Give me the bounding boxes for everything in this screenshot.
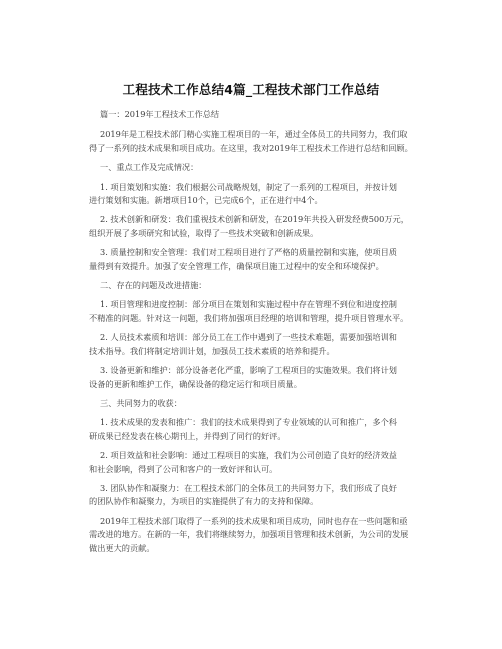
paragraph-conclusion [89,515,417,555]
text-line: 2019年工程技术部门取得了一系列的技术成果和项目成功，同时也存在一些问题和亟 [100,515,408,526]
text-line: 2. 技术创新和研发：我们重视技术创新和研发，在2019年共投入研发经费500万元， [100,214,409,225]
text-line: 2. 项目效益和社会影响：通过工程项目的实施，我们为公司创造了良好的经济效益 [100,450,397,461]
paragraph-item [89,364,417,391]
text-line: 不精准的问题。针对这一问题，我们将加强项目经理的培训和管理，提升项目管理水平。 [89,312,409,323]
text-line: 的团队协作和凝聚力，为项目的实施提供了有力的支持和保障。 [89,496,319,507]
text-line: 技术指导。我们将制定培训计划，加强员工技术素质的培养和提升。 [89,345,335,356]
text-line: 得了一系列的技术成果和项目成功。在这里，我对2019年工程技术工作进行总结和回顾。 [89,142,413,153]
paragraph-item [89,331,417,358]
text-line: 2. 人员技术素质和培训：部分员工在工作中遇到了一些技术难题，需要加强培训和 [100,332,397,343]
text-line: 篇一：2019年工程技术工作总结 [100,109,220,119]
text-line: 一、重点工作及完成情况： [100,162,199,173]
paragraph-item [89,213,417,240]
text-line: 组织开展了多项研究和试验，取得了一些技术突破和创新成果。 [89,227,319,238]
paragraph-item [89,298,417,325]
text-line: 设备的更新和维护工作，确保设备的稳定运行和项目质量。 [89,378,302,389]
text-line: 做出更大的贡献。 [89,542,155,553]
text-line: 进行策划和实施。新增项目10个，已完成6个，正在进行中4个。 [89,195,323,206]
text-line: 和社会影响，得到了公司和客户的一致好评和认可。 [89,463,278,474]
text-line: 2019年是工程技术部门精心实施工程项目的一年，通过全体员工的共同努力，我们取 [100,129,408,140]
text-line: 1. 项目管理和进度控制：部分项目在策划和实施过程中存在管理不到位和进度控制 [100,299,397,310]
paragraph-item [89,416,417,443]
paragraph-intro [89,128,417,155]
section-heading-part-one [89,108,417,121]
text-line: 3. 设备更新和维护：部分设备老化严重，影响了工程项目的实施效果。我们将计划 [100,365,397,376]
document-body [89,108,417,561]
paragraph-item [89,449,417,476]
text-line: 研成果已经发表在核心期刊上，并得到了同行的好评。 [89,430,286,441]
text-line: 二、存在的问题及改进措施： [100,280,207,291]
text-line: 量得到有效提升。加强了安全管理工作，确保项目施工过程中的安全和环境保护。 [89,260,384,271]
document-title: 工程技术工作总结4篇_工程技术部门工作总结 [122,82,380,97]
text-line: 三、共同努力的收获： [100,397,182,408]
paragraph-item [89,482,417,509]
paragraph-item [89,181,417,208]
text-line: 3. 质量控制和安全管理：我们对工程项目进行了严格的质量控制和实施，使项目质 [100,247,397,258]
text-line: 需改进的地方。在新的一年，我们将继续努力，加强项目管理和技术创新，为公司的发展 [89,529,409,540]
section-heading-problems [89,279,417,292]
section-heading-key-work [89,161,417,174]
text-line: 1. 技术成果的发表和推广：我们的技术成果得到了专业领域的认可和推广，多个科 [100,417,397,428]
section-heading-gains [89,397,417,410]
text-line: 3. 团队协作和凝聚力：在工程技术部门的全体员工的共同努力下，我们形成了良好 [100,482,397,493]
paragraph-item [89,246,417,273]
text-line: 1. 项目策划和实施：我们根据公司战略规划，制定了一系列的工程项目，并按计划 [100,181,397,192]
